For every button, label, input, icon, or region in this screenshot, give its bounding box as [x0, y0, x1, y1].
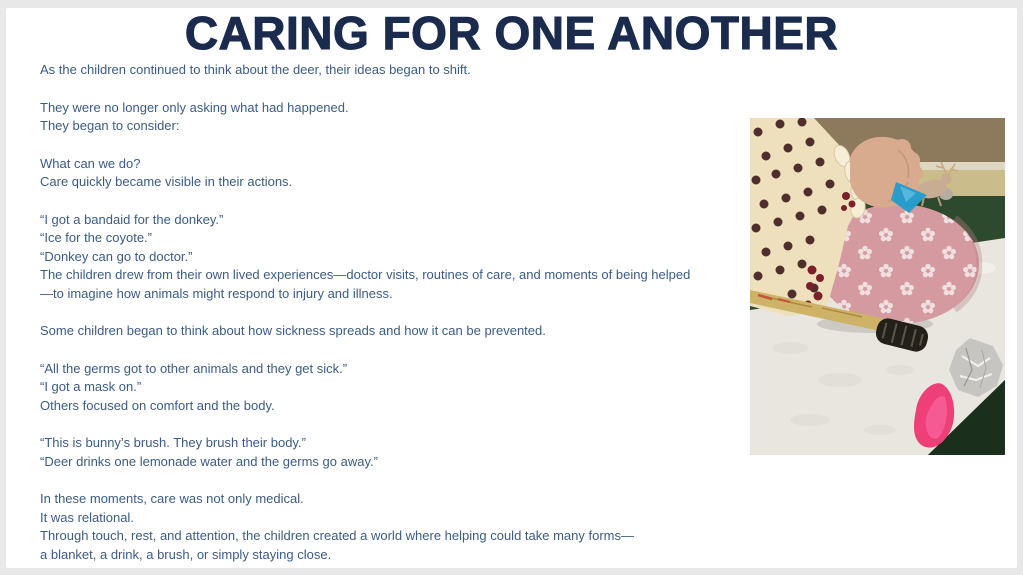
paragraph: What can we do? Care quickly became visible in their actions.	[40, 155, 293, 189]
paragraph: As the children continued to think about the deer, their ideas began to shift.	[40, 62, 471, 77]
photo-child-caring-for-toy	[750, 118, 1005, 455]
paragraph: “This is bunny’s brush. They brush their body.” “Deer drinks one lemonade water and the germs go away.”	[40, 435, 378, 469]
paragraph: “All the germs got to other animals and they get sick.” “I got a mask on.” Others focused on comfort and the body.	[40, 360, 348, 413]
page-title: CARING FOR ONE ANOTHER	[184, 8, 839, 59]
paragraph: They were no longer only asking what had happened. They began to consider:	[40, 99, 349, 133]
paragraph: In these moments, care was not only medical. It was relational. Through touch, rest, and attention, the children created a world where helping could take many forms— a blanket, a drink, a brush, or simply staying close.	[40, 491, 634, 562]
paragraph: “I got a bandaid for the donkey.” “Ice for the coyote.” “Donkey can go to doctor.” The children drew from their own lived experiences—doctor visits, routines of care, and moments of being helped —to imagine how animals might respond to injury and illness.	[40, 211, 691, 301]
body-text	[40, 61, 764, 568]
slide	[6, 8, 1017, 568]
paragraph: Some children began to think about how sickness spreads and how it can be prevented.	[40, 323, 546, 338]
